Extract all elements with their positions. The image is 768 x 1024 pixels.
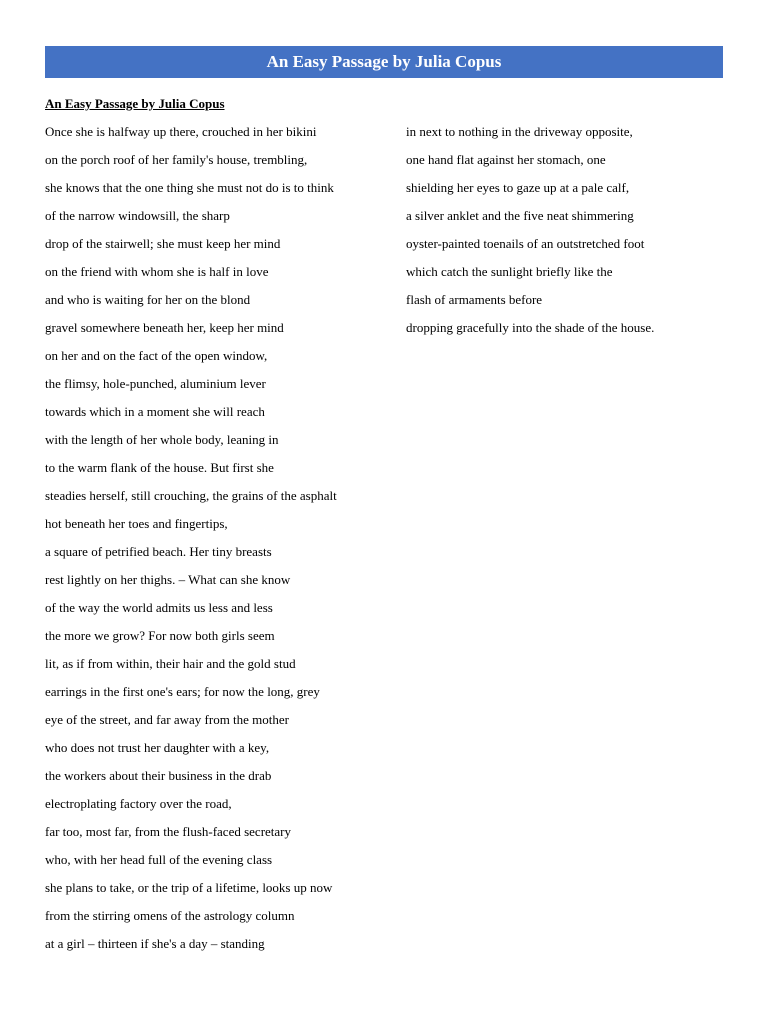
poem-line: earrings in the first one's ears; for now the long, grey: [45, 684, 320, 699]
poem-column-right: [406, 118, 726, 342]
document-title-banner: An Easy Passage by Julia Copus: [45, 46, 723, 78]
poem-line: shielding her eyes to gaze up at a pale calf,: [406, 180, 630, 195]
poem-line: gravel somewhere beneath her, keep her mind: [45, 320, 284, 335]
poem-line: in next to nothing in the driveway opposite,: [406, 124, 633, 139]
poem-line: with the length of her whole body, leaning in: [45, 432, 279, 447]
poem-line: she plans to take, or the trip of a lifetime, looks up now: [45, 880, 333, 895]
poem-line: and who is waiting for her on the blond: [45, 292, 251, 307]
poem-line: on her and on the fact of the open window,: [45, 348, 268, 363]
poem-line: flash of armaments before: [406, 292, 543, 307]
poem-column-left: [45, 118, 390, 958]
poem-line: a silver anklet and the five neat shimmering: [406, 208, 634, 223]
poem-line: which catch the sunlight briefly like the: [406, 264, 613, 279]
poem-line: dropping gracefully into the shade of the house.: [406, 320, 655, 335]
poem-line: she knows that the one thing she must not do is to think: [45, 180, 334, 195]
poem-line: the workers about their business in the drab: [45, 768, 272, 783]
poem-line: lit, as if from within, their hair and the gold stud: [45, 656, 296, 671]
poem-line: electroplating factory over the road,: [45, 796, 232, 811]
poem-line: at a girl – thirteen if she's a day – standing: [45, 936, 265, 951]
poem-line: drop of the stairwell; she must keep her mind: [45, 236, 281, 251]
poem-line: far too, most far, from the flush-faced secretary: [45, 824, 292, 839]
poem-line: hot beneath her toes and fingertips,: [45, 516, 228, 531]
poem-line: on the friend with whom she is half in love: [45, 264, 269, 279]
poem-line: of the narrow windowsill, the sharp: [45, 208, 230, 223]
poem-line: eye of the street, and far away from the mother: [45, 712, 290, 727]
poem-line: Once she is halfway up there, crouched in her bikini: [45, 124, 317, 139]
poem-line: rest lightly on her thighs. – What can she know: [45, 572, 291, 587]
poem-line: to the warm flank of the house. But first she: [45, 460, 274, 475]
poem-line: from the stirring omens of the astrology column: [45, 908, 295, 923]
poem-line: one hand flat against her stomach, one: [406, 152, 606, 167]
poem-line: the flimsy, hole-punched, aluminium lever: [45, 376, 266, 391]
poem-line: who does not trust her daughter with a key,: [45, 740, 270, 755]
poem-line: oyster-painted toenails of an outstretched foot: [406, 236, 645, 251]
poem-line: who, with her head full of the evening class: [45, 852, 273, 867]
poem-line: a square of petrified beach. Her tiny breasts: [45, 544, 272, 559]
poem-line: of the way the world admits us less and less: [45, 600, 273, 615]
poem-line: towards which in a moment she will reach: [45, 404, 265, 419]
poem-line: the more we grow? For now both girls seem: [45, 628, 275, 643]
poem-line: steadies herself, still crouching, the grains of the asphalt: [45, 488, 337, 503]
poem-title: An Easy Passage by Julia Copus: [45, 96, 225, 111]
poem-line: on the porch roof of her family's house, trembling,: [45, 152, 308, 167]
